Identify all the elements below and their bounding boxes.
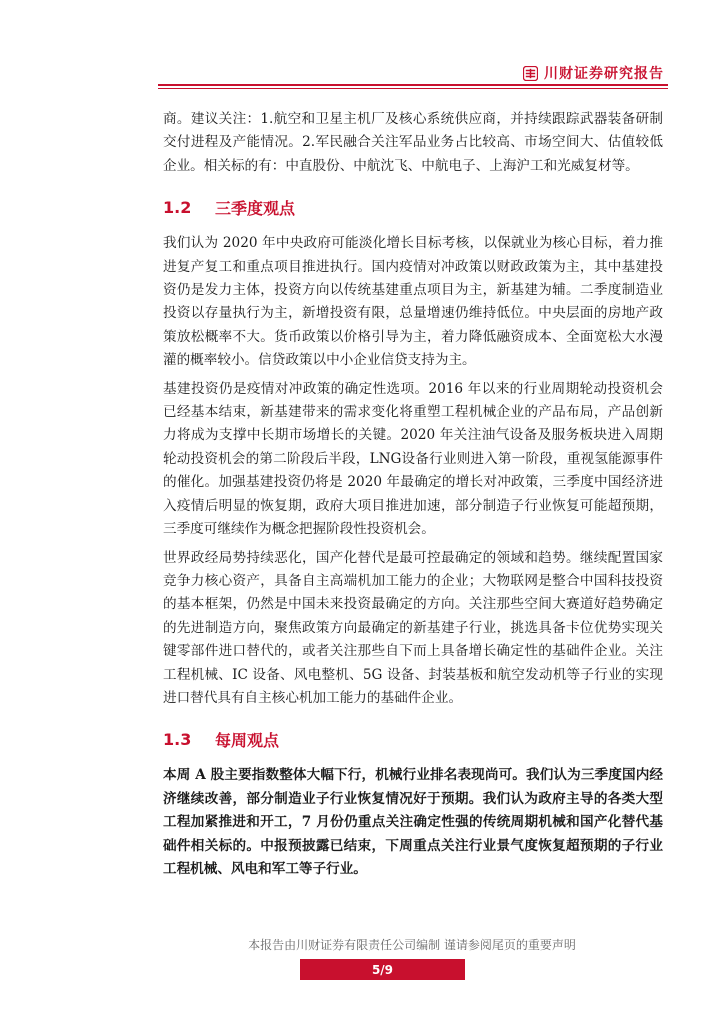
header-rule-thin — [158, 88, 668, 89]
section-heading-1-2 — [163, 186, 663, 228]
section-number: 1.3 — [163, 729, 192, 749]
section-title: 三季度观点 — [215, 198, 296, 218]
paragraph-weekly-view: 本周 A 股主要指数整体大幅下行，机械行业排名表现尚可。我们认为三季度国内经济继续改善，部分制造业子行业恢复情况好于预期。我们认为政府主导的各类大型工程加紧推进和开工，7 月份仍重点关注确定性强的传统周期机械和国产化替代基础件相关标的。中报预披露已结束，下周重点关注行业景气度恢复超预期的子行业工程机械、风电和军工等子行业。 — [163, 767, 663, 877]
paragraph-intro: 商。建议关注：1.航空和卫星主机厂及核心系统供应商，并持续跟踪武器装备研制交付进程及产能情况。2.军民融合关注军品业务占比较高、市场空间大、估值较低企业。相关标的有：中直股份、中航沈飞、中航电子、上海沪工和光威复材等。 — [163, 111, 663, 174]
paragraph-1: 我们认为 2020 年中央政府可能淡化增长目标考核，以保就业为核心目标，着力推进复产复工和重点项目推进执行。国内疫情对冲政策以财政政策为主，其中基建投资仍是发力主体，投资方向以传统基建重点项目为主，新基建为辅。二季度制造业投资以存量执行为主，新增投资有限，总量增速仍维持低位。中央层面的房地产政策放松概率不大。货币政策以价格引导为主，着力降低融资成本、全面宽松大水漫灌的概率较小。信贷政策以中小企业信贷支持为主。 — [163, 235, 663, 369]
page-footer — [0, 936, 724, 977]
section-heading-1-3 — [163, 718, 663, 760]
paragraph-3: 世界政经局势持续恶化，国产化替代是最可控最确定的领域和趋势。继续配置国家竞争力核心资产，具备自主高端机加工能力的企业；大物联网是整合中国科技投资的基本框架，仍然是中国未来投资最确定的方向。关注那些空间大赛道好趋势确定的先进制造方向，聚焦政策方向最确定的新基建子行业，挑选具备卡位优势实现关键零部件进口替代的，或者关注那些自下而上具备增长确定性的基础件企业。关注工程机械、IC 设备、风电整机、5G 设备、封装基板和航空发动机等子行业的实现进口替代具有自主核心机加工能力的基础件企业。 — [163, 549, 663, 706]
header-rule — [158, 84, 668, 86]
brand — [523, 63, 664, 83]
section-number: 1.2 — [163, 197, 192, 217]
page-number: 5/9 — [371, 962, 394, 977]
section-title: 每周观点 — [215, 730, 280, 750]
disclaimer-note: 本报告由川财证券有限责任公司编制 谨请参阅尾页的重要声明 — [248, 938, 576, 952]
page-header — [0, 0, 724, 88]
chuancai-logo-icon — [523, 66, 538, 81]
report-body — [163, 108, 663, 886]
brand-title: 川财证券研究报告 — [544, 66, 664, 82]
paragraph-2: 基建投资仍是疫情对冲政策的确定性选项。2016 年以来的行业周期轮动投资机会已经基本结束，新基建带来的需求变化将重塑工程机械企业的产品布局，产品创新力将成为支撑中长期市场增长的关键。2020 年关注油气设备及服务板块进入周期轮动投资机会的第二阶段后半段，LNG设备行业则进入第一阶段，重视氢能源事件的催化。加强基建投资仍将是 2020 年最确定的增长对冲政策，三季度中国经济进入疫情后明显的恢复期，政府大项目推进加速，部分制造子行业恢复可能超预期，三季度可继续作为概念把握阶段性投资机会。 — [163, 380, 663, 538]
page-number-badge — [300, 959, 465, 980]
